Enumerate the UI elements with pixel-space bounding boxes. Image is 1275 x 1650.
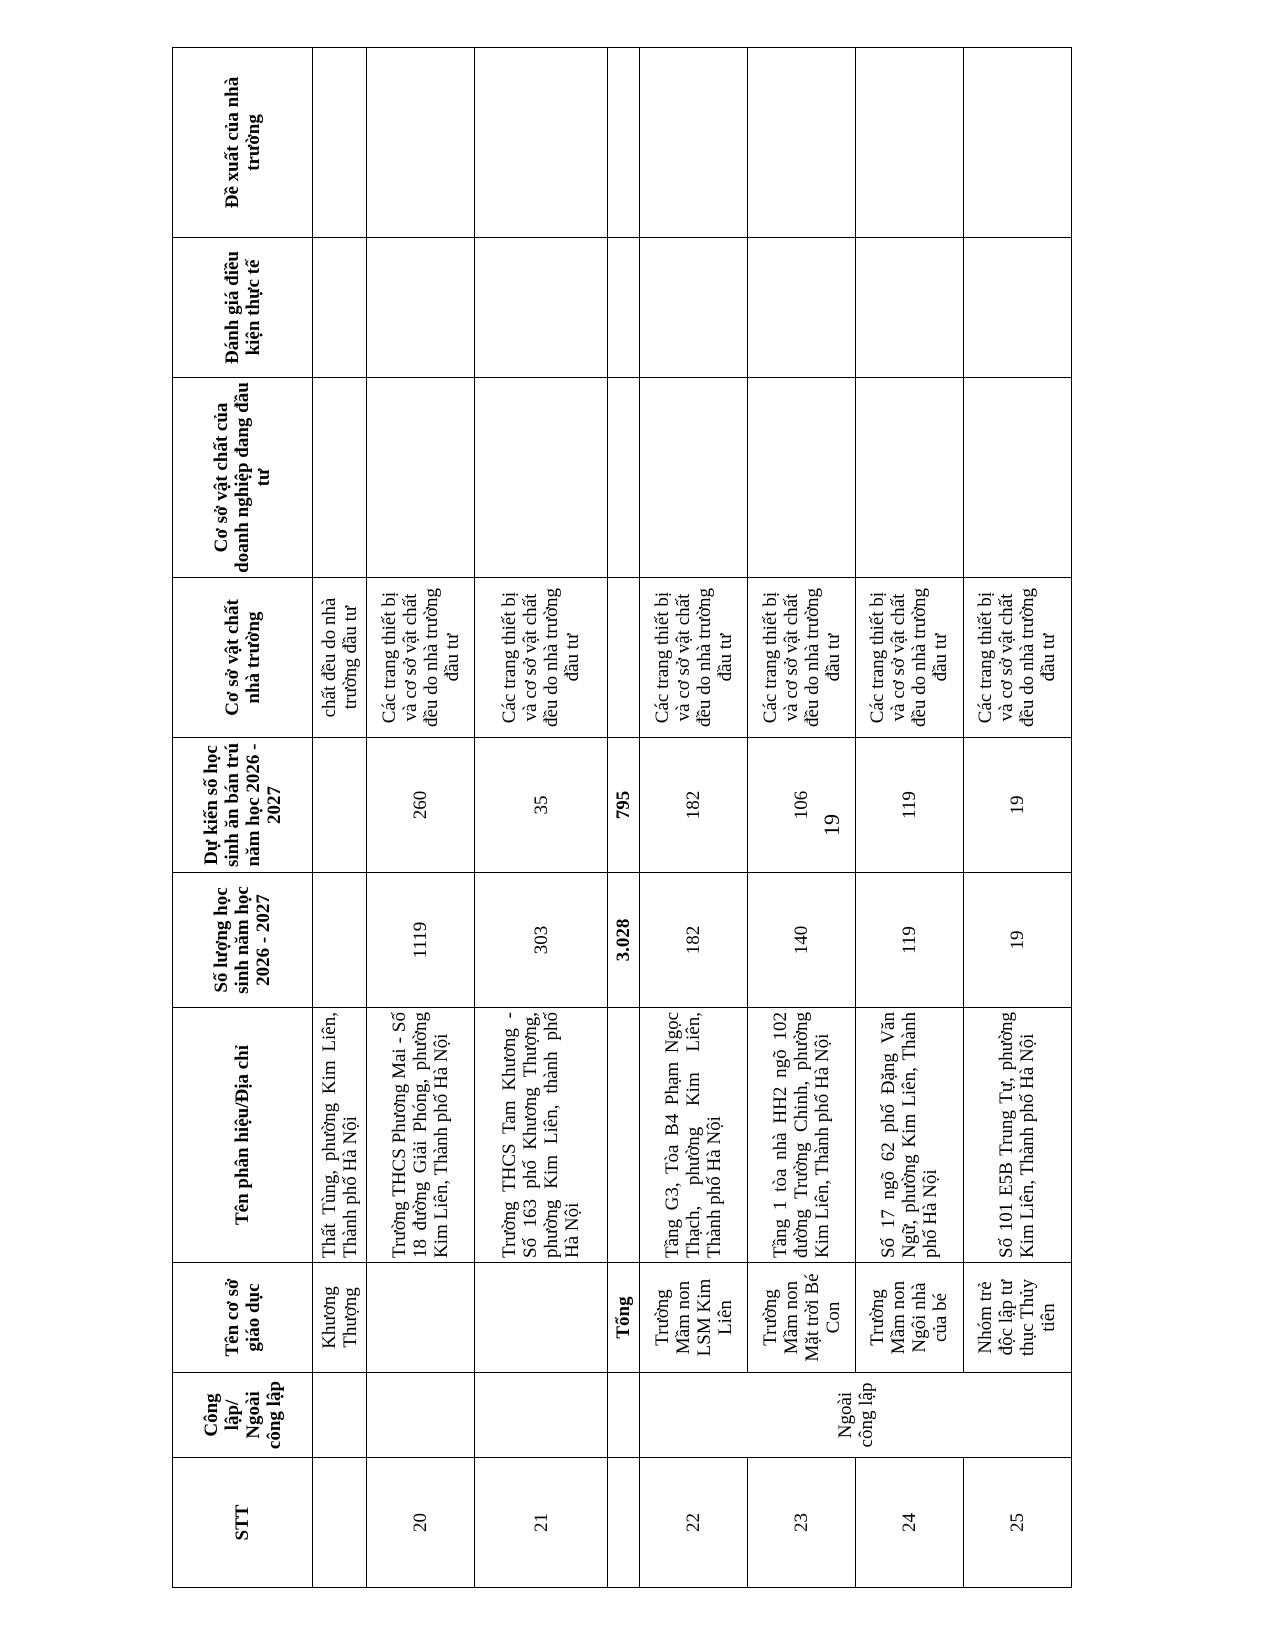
cell-proposal bbox=[963, 48, 1071, 238]
cell-school: Nhóm trẻ độc lập tư thục Thủy tiên bbox=[963, 1263, 1071, 1373]
total-row bbox=[607, 48, 639, 1588]
cell-business-facility bbox=[607, 378, 639, 578]
total-label: Tổng bbox=[607, 1263, 639, 1373]
cell-proposal bbox=[856, 48, 964, 238]
cell-business-facility bbox=[640, 378, 748, 578]
page-number: 19 bbox=[819, 814, 844, 836]
header-boarding: Dự kiến số học sinh ăn bán trú năm học 2026 - 2027 bbox=[173, 738, 313, 873]
cell-facility: Các trang thiết bị và cơ sở vật chất đều do nhà trường đầu tư bbox=[856, 578, 964, 738]
cell-facility: chất đều do nhà trường đầu tư bbox=[313, 578, 367, 738]
cell-type bbox=[313, 1373, 367, 1458]
school-table bbox=[172, 47, 1072, 1588]
cell-proposal bbox=[367, 48, 475, 238]
cell-stt: 20 bbox=[367, 1458, 475, 1588]
table-wrapper bbox=[172, 48, 1072, 1588]
header-branch: Tên phân hiệu/Địa chỉ bbox=[173, 1008, 313, 1263]
table-row bbox=[313, 48, 367, 1588]
cell-business-facility bbox=[475, 378, 608, 578]
rotated-table-frame bbox=[172, 48, 1072, 1588]
header-evaluation: Đánh giá điều kiện thực tế bbox=[173, 238, 313, 378]
cell-evaluation bbox=[748, 238, 856, 378]
cell-students: 140 bbox=[748, 873, 856, 1008]
cell-branch: Tầng G3, Tòa B4 Phạm Ngọc Thạch, phường Kim Liên, Thành phố Hà Nội bbox=[640, 1008, 748, 1263]
cell-evaluation bbox=[607, 238, 639, 378]
header-facility: Cơ sở vật chất nhà trường bbox=[173, 578, 313, 738]
cell-boarding: 182 bbox=[640, 738, 748, 873]
cell-evaluation bbox=[963, 238, 1071, 378]
cell-proposal bbox=[607, 48, 639, 238]
cell-students: 19 bbox=[963, 873, 1071, 1008]
header-type: Công lập/ Ngoài công lập bbox=[173, 1373, 313, 1458]
cell-facility: Các trang thiết bị và cơ sở vật chất đều do nhà trường đầu tư bbox=[963, 578, 1071, 738]
cell-type bbox=[367, 1373, 475, 1458]
cell-school: Trường Mầm non LSM Kim Liên bbox=[640, 1263, 748, 1373]
header-row bbox=[173, 48, 313, 1588]
cell-boarding: 119 bbox=[856, 738, 964, 873]
cell-boarding bbox=[313, 738, 367, 873]
header-students: Số lượng học sinh năm học 2026 - 2027 bbox=[173, 873, 313, 1008]
cell-business-facility bbox=[963, 378, 1071, 578]
cell-school bbox=[367, 1263, 475, 1373]
cell-students: 1119 bbox=[367, 873, 475, 1008]
cell-evaluation bbox=[856, 238, 964, 378]
cell-proposal bbox=[640, 48, 748, 238]
table-row bbox=[856, 48, 964, 1588]
cell-students bbox=[313, 873, 367, 1008]
cell-stt: 24 bbox=[856, 1458, 964, 1588]
cell-evaluation bbox=[313, 238, 367, 378]
cell-business-facility bbox=[856, 378, 964, 578]
cell-branch: Trường THCS Tam Khương - Số 163 phố Khương Thượng, phường Kim Liên, thành phố Hà Nội bbox=[475, 1008, 608, 1263]
cell-proposal bbox=[748, 48, 856, 238]
cell-branch: Tầng 1 tòa nhà HH2 ngõ 102 đường Trường Chinh, phường Kim Liên, Thành phố Hà Nội bbox=[748, 1008, 856, 1263]
cell-evaluation bbox=[475, 238, 608, 378]
total-students: 3.028 bbox=[607, 873, 639, 1008]
cell-stt: 21 bbox=[475, 1458, 608, 1588]
cell-students: 119 bbox=[856, 873, 964, 1008]
table-row bbox=[963, 48, 1071, 1588]
cell-business-facility bbox=[313, 378, 367, 578]
cell-type bbox=[607, 1373, 639, 1458]
cell-school bbox=[475, 1263, 608, 1373]
cell-evaluation bbox=[367, 238, 475, 378]
cell-school: Khương Thượng bbox=[313, 1263, 367, 1373]
cell-branch bbox=[607, 1008, 639, 1263]
cell-type bbox=[475, 1373, 608, 1458]
cell-proposal bbox=[313, 48, 367, 238]
cell-business-facility bbox=[367, 378, 475, 578]
cell-branch: Thất Tùng, phường Kim Liên, Thành phố Hà Nội bbox=[313, 1008, 367, 1263]
table-row bbox=[748, 48, 856, 1588]
cell-school: Trường Mầm non Ngôi nhà của bé bbox=[856, 1263, 964, 1373]
cell-students: 303 bbox=[475, 873, 608, 1008]
cell-stt: 23 bbox=[748, 1458, 856, 1588]
cell-type-non-public: Ngoài công lập bbox=[640, 1373, 1072, 1458]
cell-stt: 25 bbox=[963, 1458, 1071, 1588]
cell-stt bbox=[607, 1458, 639, 1588]
cell-branch: Số 101 E5B Trung Tự, phường Kim Liên, Thành phố Hà Nội bbox=[963, 1008, 1071, 1263]
cell-facility: Các trang thiết bị và cơ sở vật chất đều do nhà trường đầu tư bbox=[748, 578, 856, 738]
cell-proposal bbox=[475, 48, 608, 238]
cell-facility: Các trang thiết bị và cơ sở vật chất đều do nhà trường đầu tư bbox=[367, 578, 475, 738]
cell-branch: Số 17 ngõ 62 phố Đặng Văn Ngữ, phường Kim Liên, Thành phố Hà Nội bbox=[856, 1008, 964, 1263]
cell-school: Trường Mầm non Mặt trời Bé Con bbox=[748, 1263, 856, 1373]
header-stt: STT bbox=[173, 1458, 313, 1588]
table-row bbox=[367, 48, 475, 1588]
table-row bbox=[475, 48, 608, 1588]
cell-facility: Các trang thiết bị và cơ sở vật chất đều do nhà trường đầu tư bbox=[475, 578, 608, 738]
cell-evaluation bbox=[640, 238, 748, 378]
cell-branch: Trường THCS Phương Mai - Số 18 đường Giải Phóng, phường Kim Liên, Thành phố Hà Nội bbox=[367, 1008, 475, 1263]
cell-stt bbox=[313, 1458, 367, 1588]
header-business-facility: Cơ sở vật chất của doanh nghiệp đang đầu tư bbox=[173, 378, 313, 578]
cell-facility: Các trang thiết bị và cơ sở vật chất đều do nhà trường đầu tư bbox=[640, 578, 748, 738]
cell-stt: 22 bbox=[640, 1458, 748, 1588]
cell-boarding: 19 bbox=[963, 738, 1071, 873]
table-row bbox=[640, 48, 748, 1588]
cell-facility bbox=[607, 578, 639, 738]
cell-boarding: 260 bbox=[367, 738, 475, 873]
cell-students: 182 bbox=[640, 873, 748, 1008]
cell-business-facility bbox=[748, 378, 856, 578]
cell-boarding: 35 bbox=[475, 738, 608, 873]
cell-boarding: 106 bbox=[748, 738, 856, 873]
total-boarding: 795 bbox=[607, 738, 639, 873]
header-school: Tên cơ sở giáo dục bbox=[173, 1263, 313, 1373]
header-proposal: Đề xuất của nhà trường bbox=[173, 48, 313, 238]
